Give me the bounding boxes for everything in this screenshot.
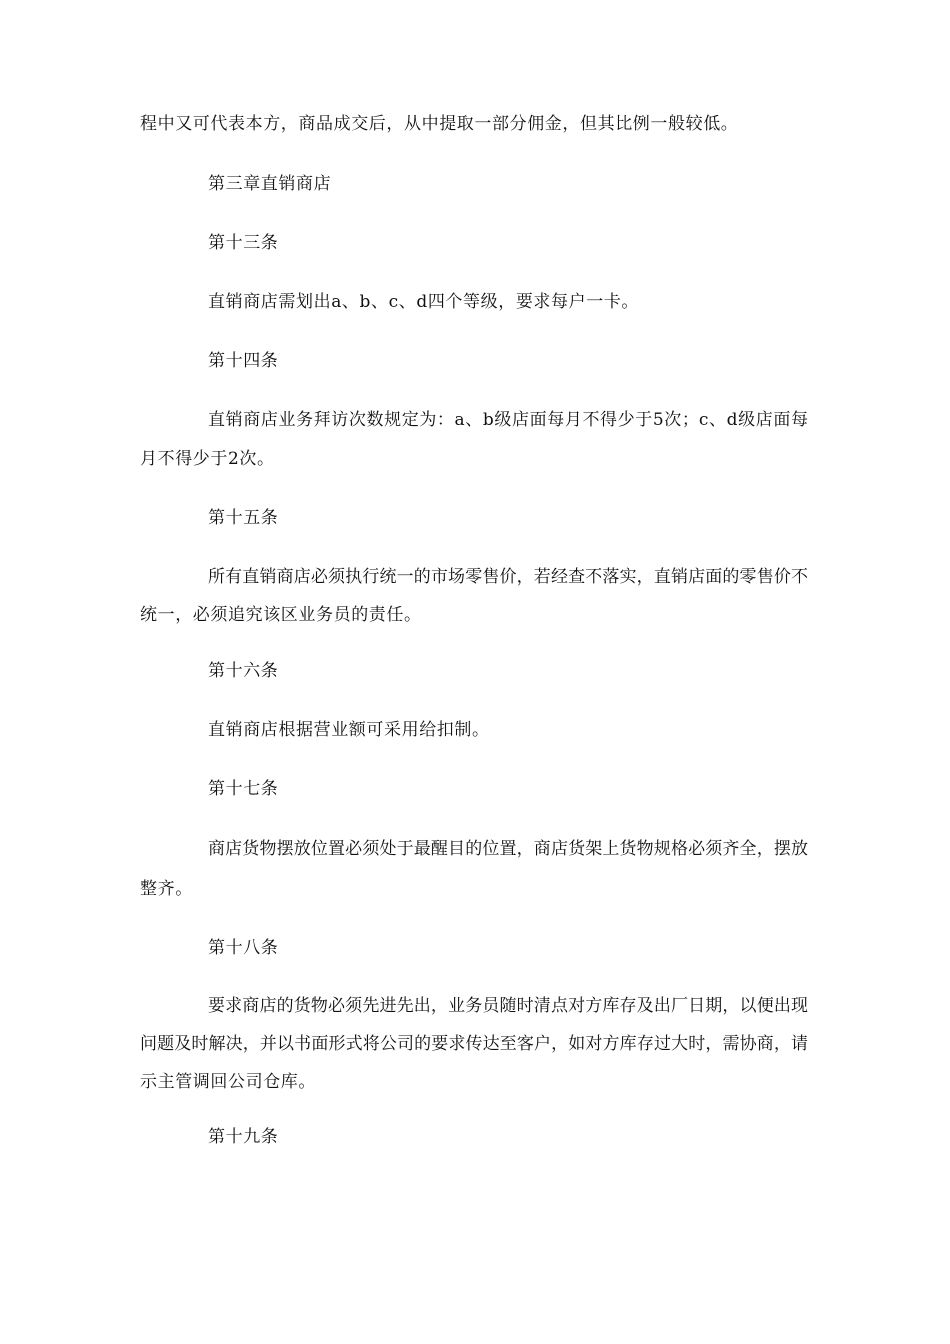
article-text-line: 商店货物摆放位置必须处于最醒目的位置，商店货架上货物规格必须齐全，摆放	[208, 839, 808, 859]
article-text-line: 直销商店根据营业额可采用给扣制。	[208, 720, 490, 740]
chapter-heading: 第三章直销商店	[208, 174, 332, 194]
article-text-line: 示主管调回公司仓库。	[140, 1072, 316, 1092]
article-text-line: 整齐。	[140, 879, 193, 899]
article-heading: 第十八条	[208, 938, 279, 958]
article-heading: 第十六条	[208, 661, 279, 681]
article-heading: 第十五条	[208, 508, 279, 528]
body-text-line: 程中又可代表本方，商品成交后，从中提取一部分佣金，但其比例一般较低。	[140, 114, 739, 134]
article-text-line: 所有直销商店必须执行统一的市场零售价，若经查不落实，直销店面的零售价不	[208, 567, 808, 587]
article-text-line: 统一，必须追究该区业务员的责任。	[140, 605, 422, 625]
article-text-line: 要求商店的货物必须先进先出，业务员随时清点对方库存及出厂日期，以便出现	[208, 996, 808, 1016]
article-heading: 第十七条	[208, 779, 279, 799]
article-heading: 第十九条	[208, 1127, 279, 1147]
article-heading: 第十四条	[208, 351, 279, 371]
article-text-line: 月不得少于2次。	[140, 449, 275, 469]
article-text-line: 直销商店需划出a、b、c、d四个等级，要求每户一卡。	[208, 292, 640, 312]
article-text-line: 直销商店业务拜访次数规定为：a、b级店面每月不得少于5次；c、d级店面每	[208, 410, 808, 430]
article-heading: 第十三条	[208, 233, 279, 253]
article-text-line: 问题及时解决，并以书面形式将公司的要求传达至客户，如对方库存过大时，需协商，请	[140, 1034, 808, 1054]
